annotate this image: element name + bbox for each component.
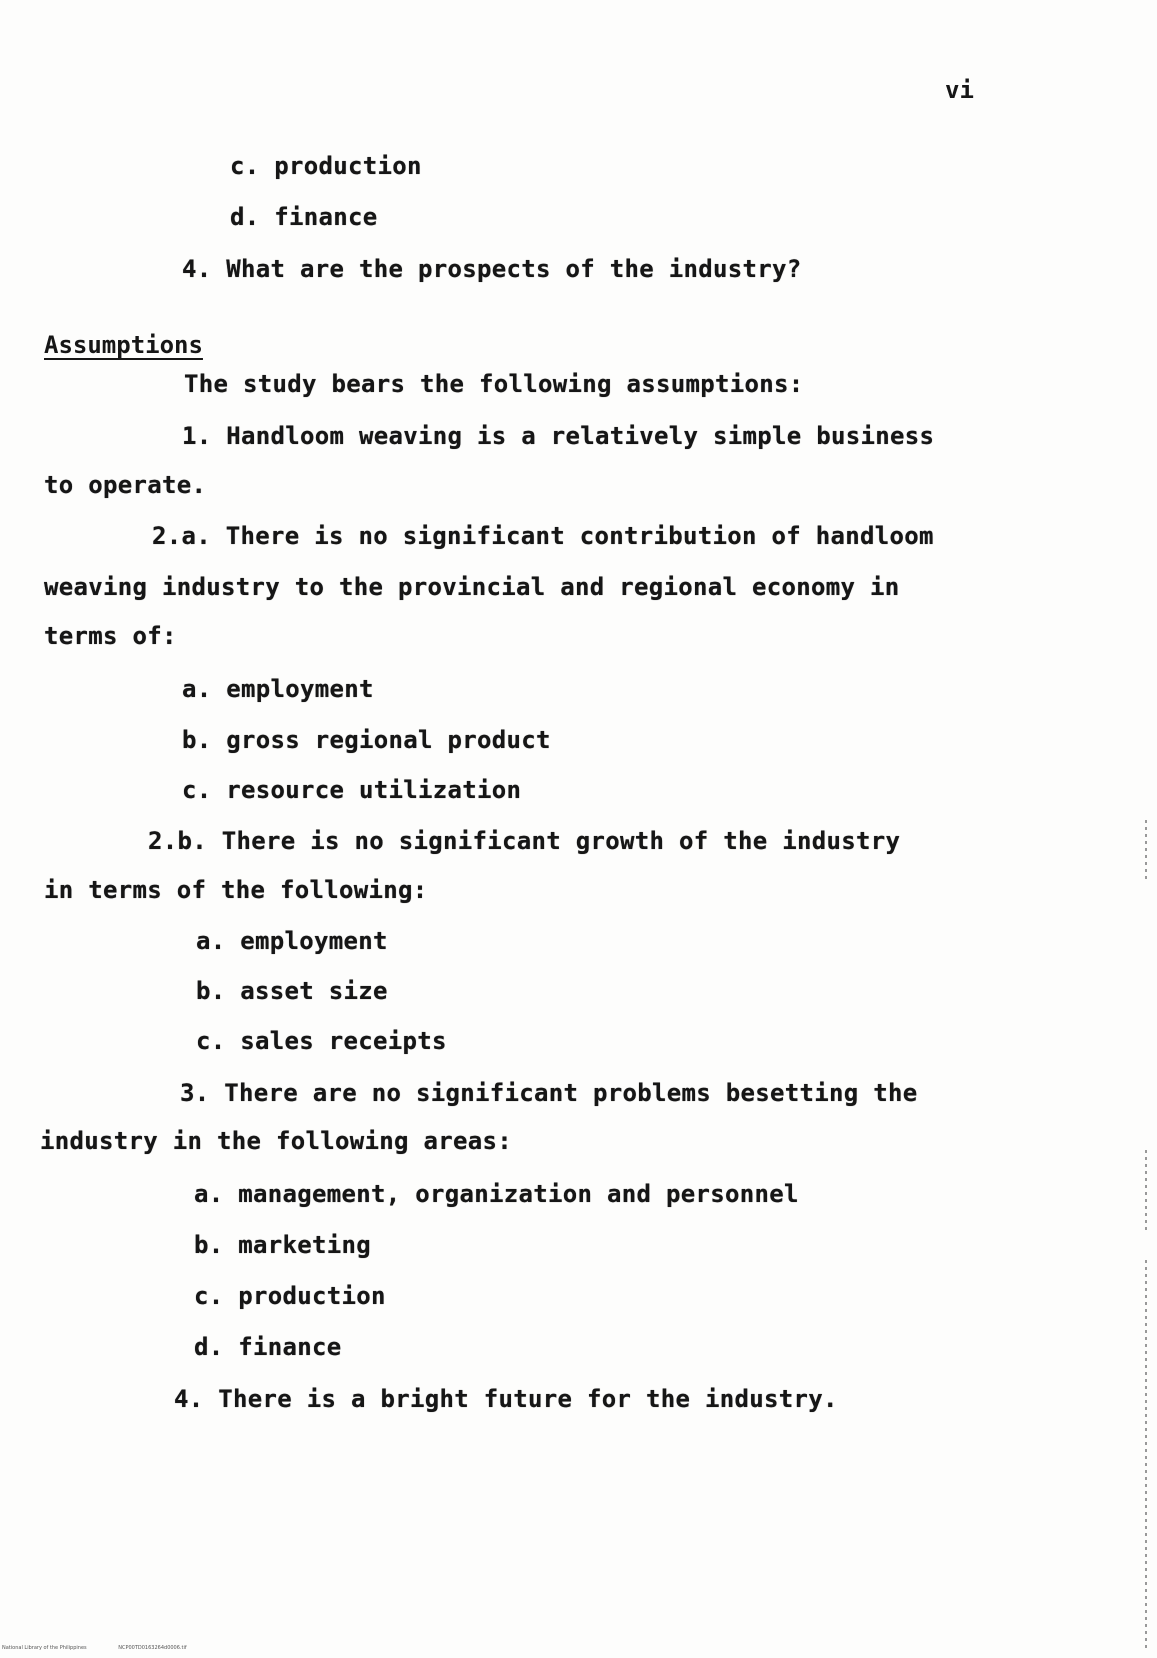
section-heading: Assumptions [44,331,203,359]
list-item: d. finance [194,1333,342,1361]
list-item: a. employment [196,927,388,955]
page-number: vi [945,76,974,104]
list-item: c. resource utilization [182,776,522,804]
paragraph-line: 3. There are no significant problems besetting the [180,1079,918,1107]
paragraph-line: to operate. [44,471,207,499]
paragraph-line: 4. There is a bright future for the industry. [174,1385,838,1413]
paragraph-line: 2.a. There is no significant contribution of handloom [152,522,934,550]
scan-artifact [1145,1150,1147,1230]
paragraph-line: The study bears the following assumptions: [184,370,804,398]
list-item: c. production [230,152,422,180]
paragraph-line: in terms of the following: [44,876,428,904]
paragraph-line: 2.b. There is no significant growth of the industry [148,827,901,855]
list-item: a. management, organization and personnel [194,1180,799,1208]
footer-library: National Library of the Philippines [2,1645,87,1651]
list-item: b. asset size [196,977,388,1005]
list-item: c. production [194,1282,386,1310]
footer-code: NCP00TD0163264d0006.tif [118,1645,187,1651]
list-item: a. employment [182,675,374,703]
list-item: c. sales receipts [196,1027,447,1055]
list-item: b. marketing [194,1231,371,1259]
list-item: d. finance [230,203,378,231]
paragraph-line: terms of: [44,622,177,650]
list-item: 4. What are the prospects of the industry? [182,255,802,283]
paragraph-line: weaving industry to the provincial and regional economy in [44,573,900,601]
scan-artifact [1145,1260,1147,1650]
scan-footer [2,1645,217,1651]
paragraph-line: industry in the following areas: [40,1127,512,1155]
list-item: b. gross regional product [182,726,551,754]
scan-artifact [1145,820,1147,880]
paragraph-line: 1. Handloom weaving is a relatively simple business [182,422,935,450]
